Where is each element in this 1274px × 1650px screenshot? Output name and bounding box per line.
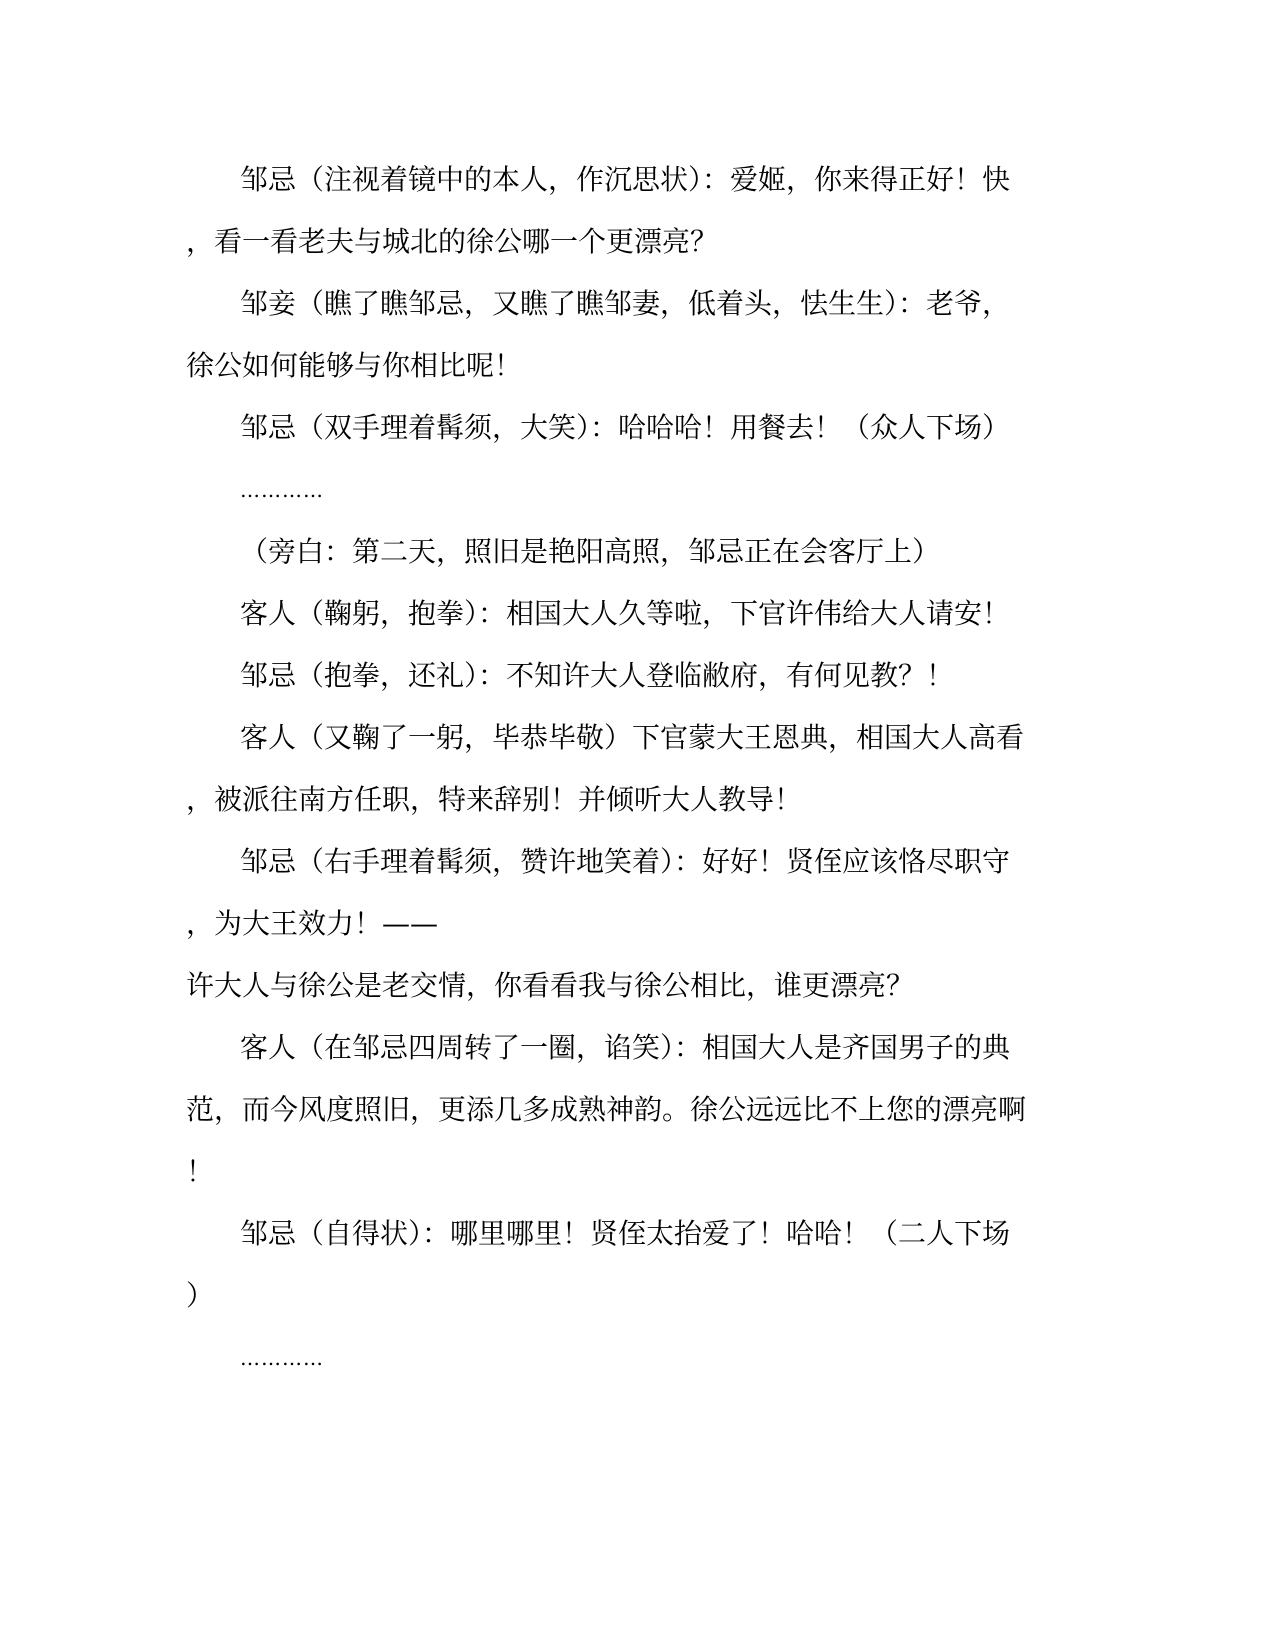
line-15: 客人（在邹忌四周转了一圈，谄笑）：相国大人是齐国男子的典: [240, 1031, 1011, 1064]
line-5: 邹忌（双手理着髯须，大笑）：哈哈哈！用餐去！（众人下场）: [240, 411, 1011, 444]
line-2: ，看一看老夫与城北的徐公哪一个更漂亮？: [186, 225, 719, 258]
line-4: 徐公如何能够与你相比呢！: [186, 349, 523, 382]
line-14: 许大人与徐公是老交情，你看看我与徐公相比，谁更漂亮？: [186, 969, 915, 1002]
line-10: 客人（又鞠了一躬，毕恭毕敬）下官蒙大王恩典，相国大人高看: [240, 721, 1025, 754]
ellipsis-line-1: …………: [240, 478, 324, 502]
line-1: 邹忌（注视着镜中的本人，作沉思状）：爱姬，你来得正好！快: [240, 163, 1011, 196]
line-3: 邹妾（瞧了瞧邹忌，又瞧了瞧邹妻，低着头，怯生生）：老爷，: [240, 287, 1011, 320]
ellipsis-line-2: …………: [240, 1346, 324, 1370]
line-9: 邹忌（抱拳，还礼）：不知许大人登临敝府，有何见教？！: [240, 659, 955, 692]
line-11: ，被派往南方任职，特来辞别！并倾听大人教导！: [186, 783, 803, 816]
line-12: 邹忌（右手理着髯须，赞许地笑着）：好好！贤侄应该恪尽职守: [240, 845, 1011, 878]
line-16: 范，而今风度照旧，更添几多成熟神韵。徐公远远比不上您的漂亮啊: [186, 1093, 1027, 1126]
line-19: ）: [186, 1279, 215, 1312]
line-18: 邹忌（自得状）：哪里哪里！贤侄太抬爱了！哈哈！（二人下场: [240, 1217, 1011, 1250]
line-8: 客人（鞠躬，抱拳）：相国大人久等啦，下官许伟给大人请安！: [240, 597, 1011, 630]
line-13: ，为大王效力！——: [186, 907, 439, 940]
line-17: ！: [186, 1155, 215, 1188]
narration-line: （旁白：第二天，照旧是艳阳高照，邹忌正在会客厅上）: [240, 535, 941, 568]
